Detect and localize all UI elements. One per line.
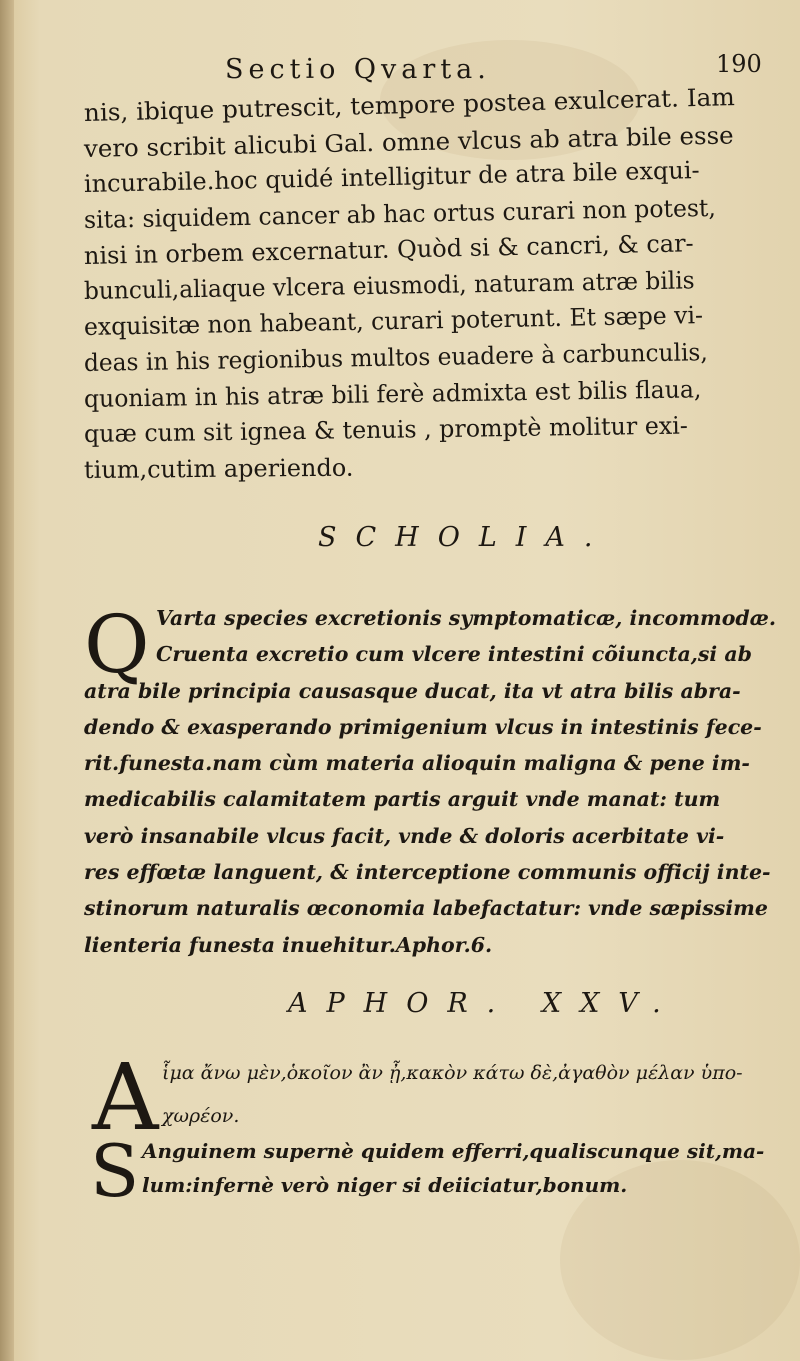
latin-aphorism-line: Anguinem supernè quidem efferri,qualiscunque sit,ma-: [142, 1139, 765, 1163]
text-line: deas in his regionibus multos euadere à carbunculis,: [83, 337, 708, 377]
aphorism-heading: APHOR. XXV.: [288, 988, 680, 1019]
text-line: sita: siquidem cancer ab hac ortus curari non potest,: [83, 193, 717, 235]
page-header: [0, 44, 800, 84]
scholia-line: rit.funesta.nam cùm materia alioquin maligna & pene im-: [84, 751, 750, 776]
scholia-line: verò insanabile vlcus facit, vnde & doloris acerbitate vi-: [84, 823, 725, 848]
text-line: bunculi,aliaque vlcera eiusmodi, naturam atræ bilis: [83, 266, 695, 306]
scholia-line: lienteria funesta inuehitur.Aphor.6.: [84, 932, 493, 957]
text-line: incurabile.hoc quidé intelligitur de atra bile exqui-: [83, 156, 700, 199]
text-line: nis, ibique putrescit, tempore postea exulcerat. Iam: [83, 83, 736, 127]
text-line: nisi in orbem excernatur. Quòd si & cancri, & car-: [83, 228, 694, 270]
greek-line: χωρέον.: [162, 1105, 240, 1127]
commentary-text: [83, 83, 774, 489]
drop-cap-s: S: [90, 1129, 140, 1213]
scholia-line: res effœtæ languent, & interceptione communis officij inte-: [84, 860, 771, 885]
drop-cap-q: Q: [84, 598, 150, 691]
scholia-line: atra bile principia causasque ducat, ita vt atra bilis abra-: [84, 678, 741, 703]
page-number: 190: [716, 50, 762, 78]
text-line: tium,cutim aperiendo.: [83, 453, 354, 484]
scholia-line: Varta species excretionis symptomaticæ, incommodæ.: [156, 606, 776, 630]
drop-cap-a: A: [92, 1044, 159, 1151]
greek-line: ἷμα ἄνω μὲν,ὁκοῖον ἂν ᾖ,κακὸν κάτω δὲ,ἀγαθὸν μέλαν ὑπο-: [162, 1062, 743, 1084]
text-line: vero scribit alicubi Gal. omne vlcus ab atra bile esse: [83, 121, 734, 163]
scholia-text: [84, 600, 774, 963]
page-gutter: [0, 0, 14, 1361]
scholia-line: stinorum naturalis œconomia labefactatur: vnde sæpissime: [84, 896, 768, 921]
scholia-line: Cruenta excretio cum vlcere intestini cõiuncta,si ab: [156, 642, 752, 667]
text-line: quæ cum sit ignea & tenuis , promptè molitur exi-: [83, 411, 689, 449]
running-head: Sectio Qvarta.: [225, 54, 491, 85]
latin-aphorism-line: lum:infernè verò niger si deiiciatur,bonum.: [142, 1173, 628, 1197]
scholia-line: medicabilis calamitatem partis arguit vnde manat: tum: [84, 787, 721, 812]
scholia-heading: SCHOLIA.: [318, 522, 612, 553]
text-line: quoniam in his atræ bili ferè admixta est bilis flaua,: [83, 374, 702, 413]
text-line: exquisitæ non habeant, curari poterunt. Et sæpe vi-: [83, 301, 704, 342]
scholia-line: dendo & exasperando primigenium vlcus in intestinis fece-: [84, 714, 762, 739]
